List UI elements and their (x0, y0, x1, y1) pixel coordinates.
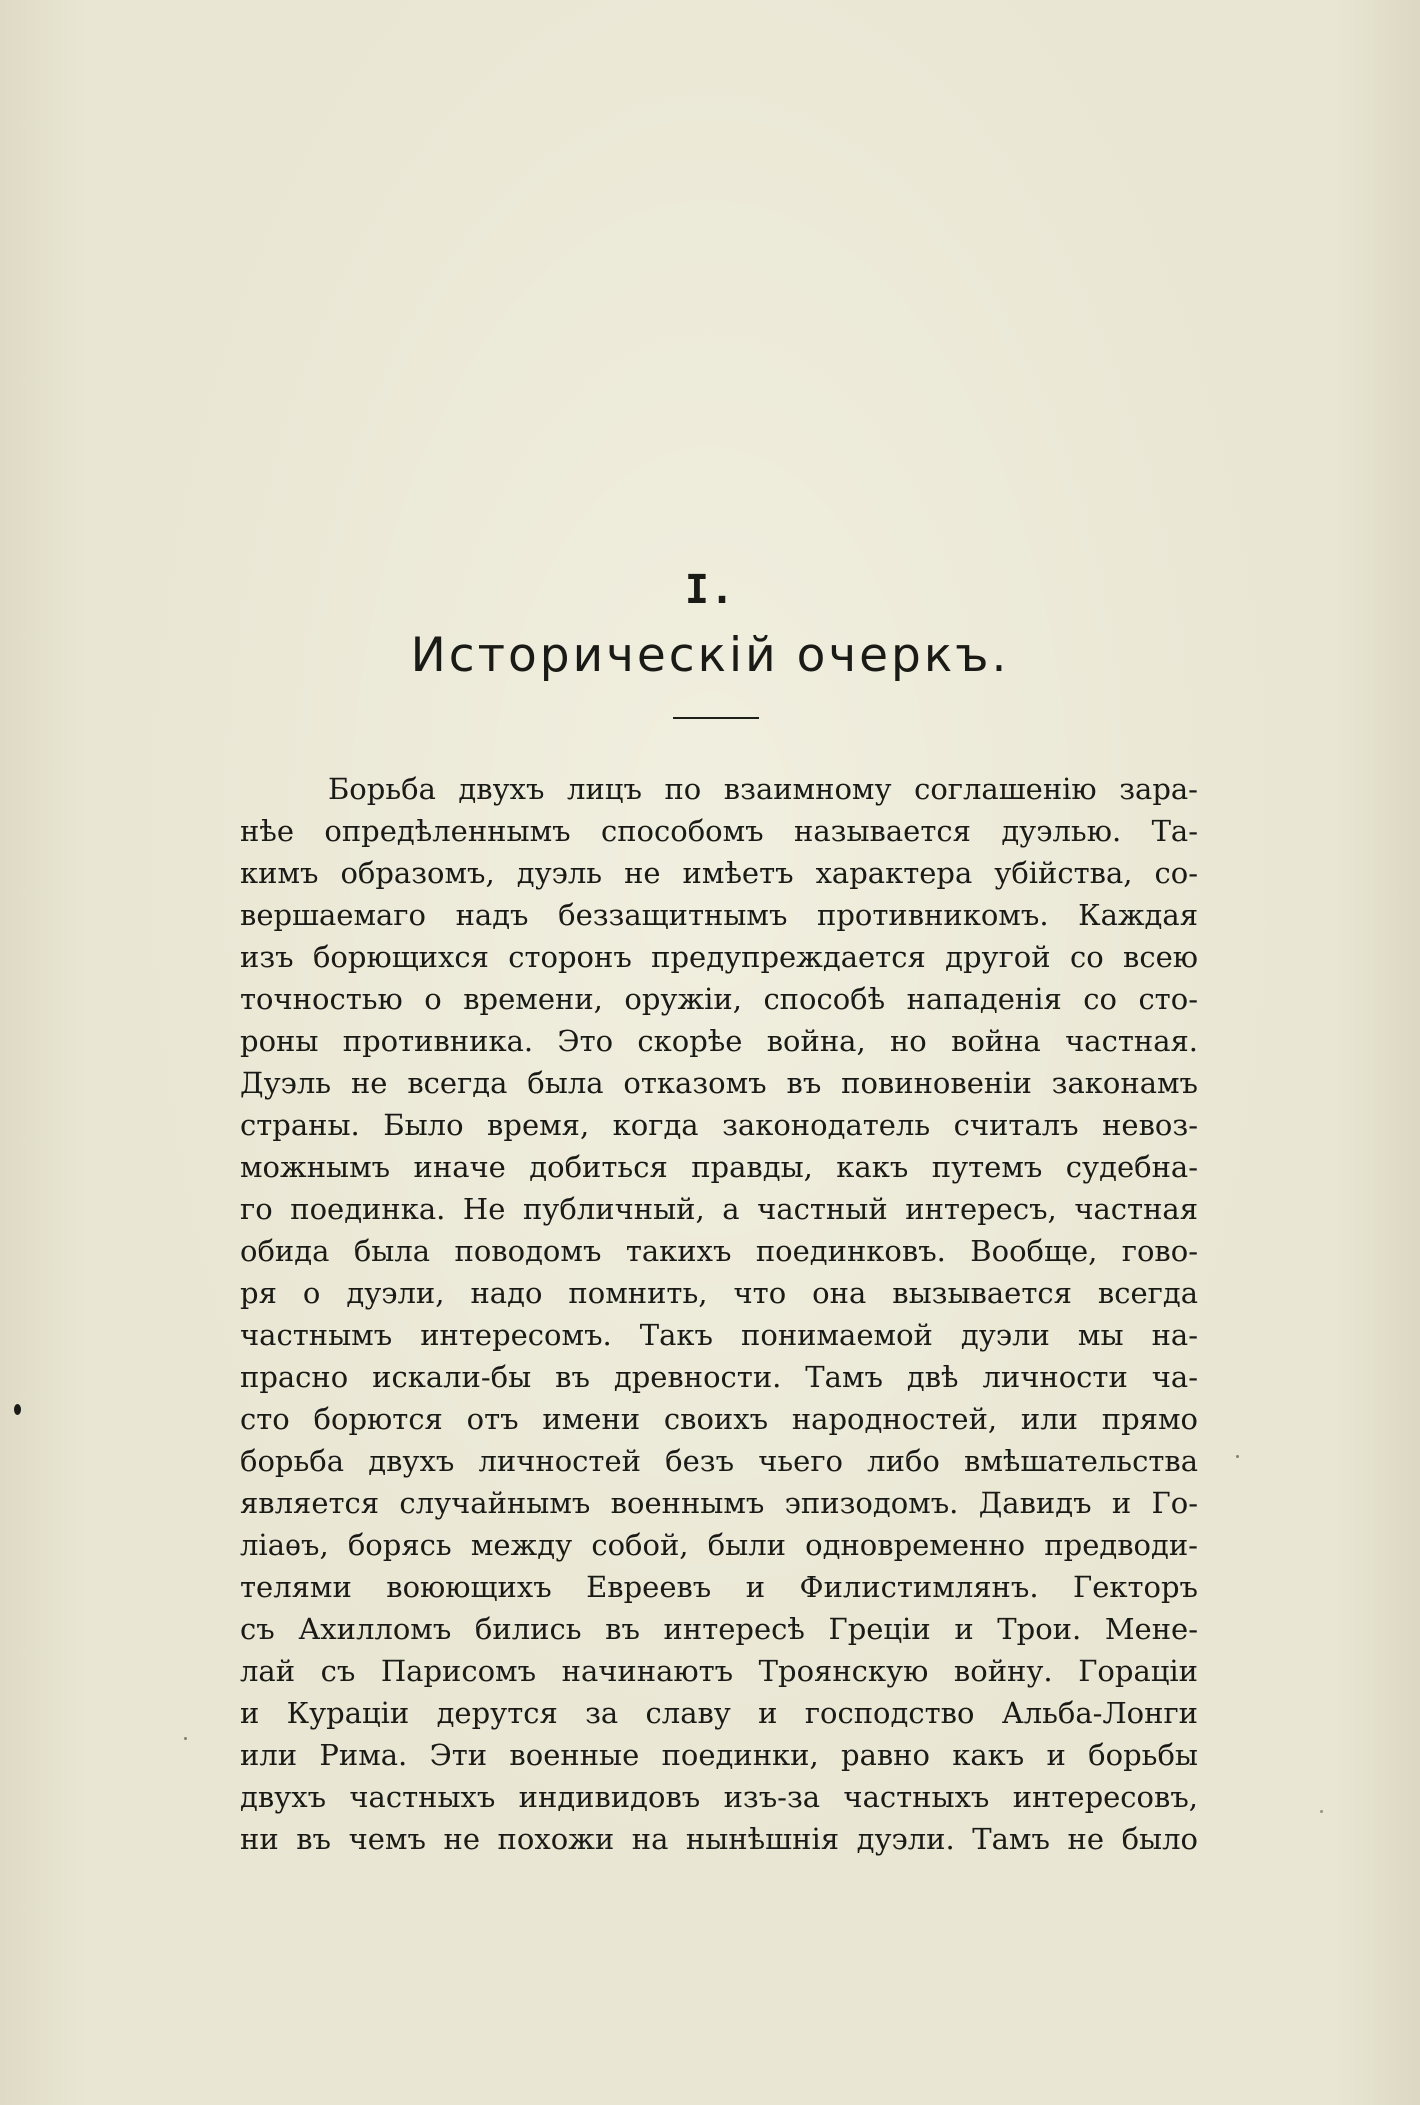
text-line: можнымъ иначе добиться правды, какъ путемъ судебна- (240, 1150, 1198, 1184)
body-paragraph (240, 768, 1198, 1860)
text-line: кимъ образомъ, дуэль не имѣетъ характера убійства, со- (240, 856, 1198, 890)
text-line: и Кураціи дерутся за славу и господство Альба-Лонги (240, 1696, 1198, 1730)
text-line: ни въ чемъ не похожи на нынѣшнія дуэли. Тамъ не было (240, 1822, 1198, 1856)
text-line: Дуэль не всегда была отказомъ въ повиновеніи законамъ (240, 1066, 1198, 1100)
ink-speck (1320, 1810, 1323, 1813)
text-line: прасно искали-бы въ древности. Тамъ двѣ личности ча- (240, 1360, 1198, 1394)
text-line: роны противника. Это скорѣе война, но война частная. (240, 1024, 1198, 1058)
text-line: Борьба двухъ лицъ по взаимному соглашенію зара- (328, 772, 1198, 806)
text-line: нѣе опредѣленнымъ способомъ называется дуэлью. Та- (240, 814, 1198, 848)
text-line: является случайнымъ военнымъ эпизодомъ. Давидъ и Го- (240, 1486, 1198, 1520)
text-line: двухъ частныхъ индивидовъ изъ-за частныхъ интересовъ, (240, 1780, 1198, 1814)
text-line: сто борются отъ имени своихъ народностей, или прямо (240, 1402, 1198, 1436)
ink-speck (1236, 1455, 1239, 1458)
text-line: частнымъ интересомъ. Такъ понимаемой дуэли мы на- (240, 1318, 1198, 1352)
text-line: вершаемаго надъ беззащитнымъ противникомъ. Каждая (240, 898, 1198, 932)
text-line: го поединка. Не публичный, а частный интересъ, частная (240, 1192, 1198, 1226)
text-line: страны. Было время, когда законодатель считалъ невоз- (240, 1108, 1198, 1142)
title-divider (673, 717, 759, 719)
text-line: ліаѳъ, борясь между собой, были одновременно предводи- (240, 1528, 1198, 1562)
text-line: лай съ Парисомъ начинаютъ Троянскую войну. Гораціи (240, 1654, 1198, 1688)
ink-speck (14, 1404, 21, 1415)
ink-speck (184, 1737, 187, 1740)
text-line: телями воюющихъ Евреевъ и Филистимлянъ. Гекторъ (240, 1570, 1198, 1604)
text-line: съ Ахилломъ бились въ интересѣ Греціи и Трои. Мене- (240, 1612, 1198, 1646)
text-line: ря о дуэли, надо помнить, что она вызывается всегда (240, 1276, 1198, 1310)
chapter-number: I. (684, 567, 736, 613)
text-line: точностью о времени, оружіи, способѣ нападенія со сто- (240, 982, 1198, 1016)
text-line: обида была поводомъ такихъ поединковъ. Вообще, гово- (240, 1234, 1198, 1268)
text-line: изъ борющихся сторонъ предупреждается другой со всею (240, 940, 1198, 974)
chapter-title: Историческій очеркъ. (410, 628, 1010, 683)
text-line: или Рима. Эти военные поединки, равно какъ и борьбы (240, 1738, 1198, 1772)
text-line: борьба двухъ личностей безъ чьего либо вмѣшательства (240, 1444, 1198, 1478)
